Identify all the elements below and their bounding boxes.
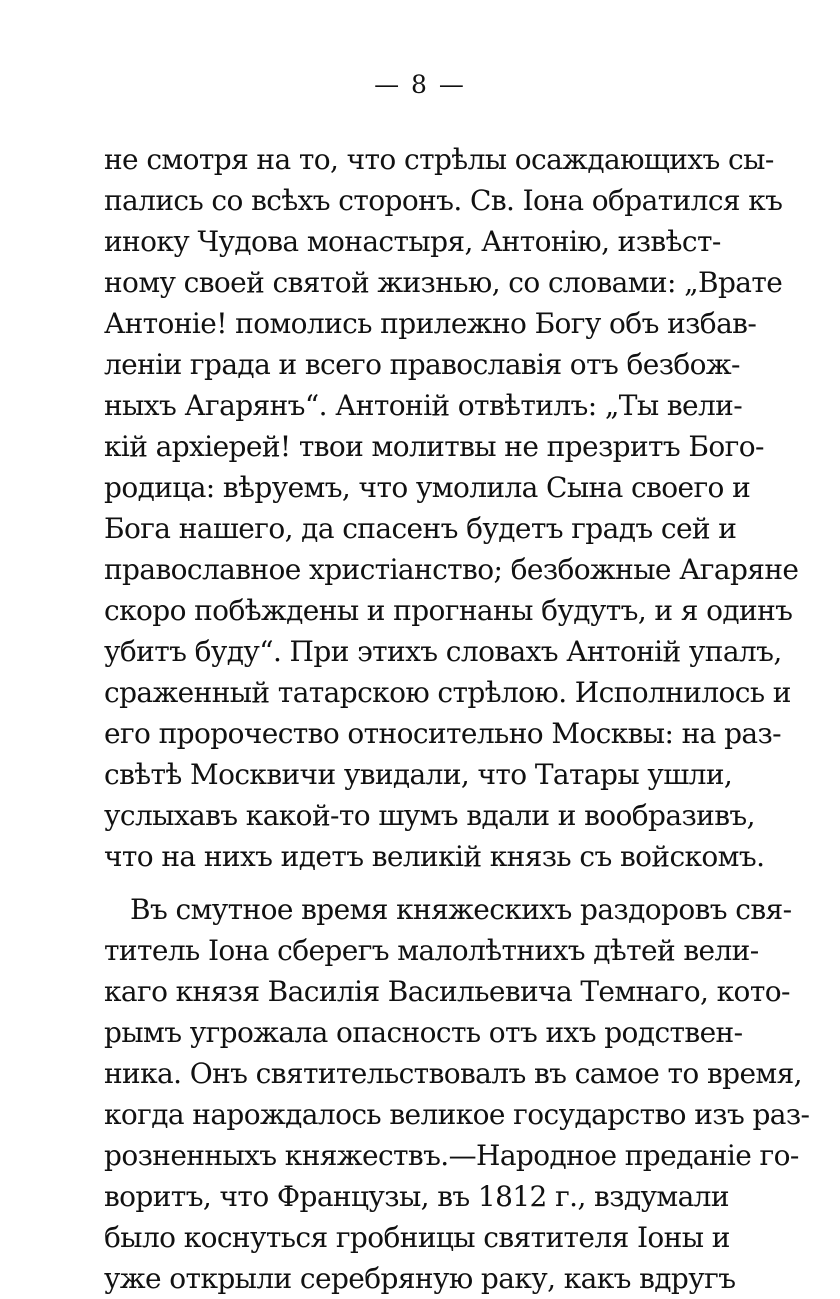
text-line: рымъ угрожала опасность отъ ихъ родствен- — [104, 1016, 743, 1049]
text-line: не смотря на то, что стрѣлы осаждающихъ сы- — [104, 143, 774, 176]
body-text — [104, 139, 810, 1299]
text-line: ника. Онъ святительствовалъ въ самое то время, — [104, 1057, 802, 1090]
text-line: розненныхъ княжествъ.—Народное преданіе го- — [104, 1139, 799, 1172]
text-line: пались со всѣхъ сторонъ. Св. Іона обратился къ — [104, 184, 783, 217]
text-line: ному своей святой жизнью, со словами: „Врате — [104, 266, 783, 299]
paragraph-2 — [104, 889, 810, 1299]
text-line: каго князя Василія Васильевича Темнаго, кото- — [104, 975, 790, 1008]
text-line: скоро побѣждены и прогнаны будутъ, и я одинъ — [104, 594, 793, 627]
paragraph-break — [104, 877, 708, 889]
text-line: воритъ, что Французы, въ 1812 г., вздумали — [104, 1180, 729, 1213]
text-line: леніи града и всего православія отъ безбож- — [104, 348, 740, 381]
text-line: Бога нашего, да спасенъ будетъ градъ сей и — [104, 512, 737, 545]
text-line: сраженный татарскою стрѣлою. Исполнилось и — [104, 676, 791, 709]
text-line: что на нихъ идетъ великій князь съ войскомъ. — [104, 840, 765, 873]
text-line: кій архіерей! твои молитвы не презритъ Бого- — [104, 430, 764, 463]
paragraph-1 — [104, 139, 799, 877]
text-line: иноку Чудова монастыря, Антонію, извѣст- — [104, 225, 721, 258]
text-line: когда нарождалось великое государство изъ раз- — [104, 1098, 810, 1131]
text-line: убитъ буду“. При этихъ словахъ Антоній упалъ, — [104, 635, 782, 668]
page-number: — 8 — — [374, 70, 466, 99]
text-line: его пророчество относительно Москвы: на раз- — [104, 717, 782, 750]
text-line: родица: вѣруемъ, что умолила Сына своего и — [104, 471, 751, 504]
text-line: свѣтѣ Москвичи увидали, что Татары ушли, — [104, 758, 733, 791]
text-line: уже открыли серебряную раку, какъ вдругъ — [104, 1262, 736, 1295]
text-line: услыхавъ какой-то шумъ вдали и вообразивъ, — [104, 799, 755, 832]
text-line: Въ смутное время княжескихъ раздоровъ свя- — [130, 893, 792, 926]
text-line: ныхъ Агарянъ“. Антоній отвѣтилъ: „Ты вели- — [104, 389, 743, 422]
text-line: титель Іона сберегъ малолѣтнихъ дѣтей вели- — [104, 934, 759, 967]
text-line: Антоніе! помолись прилежно Богу объ избав- — [104, 307, 757, 340]
text-line: православное христіанство; безбожные Агаряне — [104, 553, 799, 586]
text-line: было коснуться гробницы святителя Іоны и — [104, 1221, 730, 1254]
